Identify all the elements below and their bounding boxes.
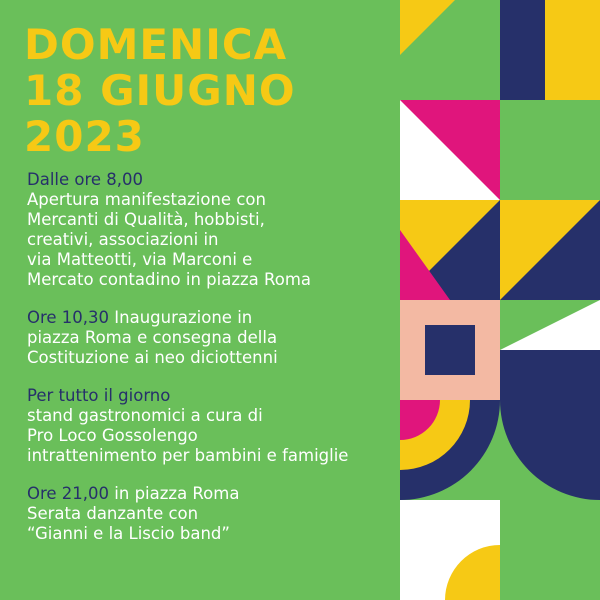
- program-item-heading-text: Inaugurazione in: [109, 308, 253, 327]
- program-item-time: Ore 21,00: [27, 484, 110, 503]
- program-item-line: Mercato contadino in piazza Roma: [27, 270, 311, 289]
- program-item-line: stand gastronomici a cura di: [27, 406, 263, 425]
- mosaic-graphic: [400, 0, 600, 600]
- title-year: 2023: [24, 112, 145, 161]
- program-item-morning: [27, 170, 407, 290]
- program-item-line: Pro Loco Gossolengo: [27, 426, 198, 445]
- mosaic-tile-bar: [500, 0, 545, 100]
- program-item-heading-row: [27, 484, 407, 504]
- program-item-line: Costituzione ai neo diciottenni: [27, 348, 278, 367]
- geometric-mosaic-decoration: [400, 0, 600, 600]
- program-item-line: Apertura manifestazione con: [27, 190, 266, 209]
- mosaic-tile-bar: [545, 0, 600, 100]
- program-item-line: via Matteotti, via Marconi e: [27, 250, 253, 269]
- title-day: DOMENICA: [24, 20, 288, 69]
- program-item-time: Dalle ore 8,00: [27, 170, 144, 189]
- program-item-time: Ore 10,30: [27, 308, 110, 327]
- program-item-line: creativi, associazioni in: [27, 230, 219, 249]
- program-item-line: piazza Roma e consegna della: [27, 328, 278, 347]
- event-date-title: [24, 22, 296, 160]
- mosaic-tile: [500, 100, 600, 200]
- program-item-line: Serata danzante con: [27, 504, 199, 523]
- title-date: 18 GIUGNO: [24, 66, 296, 115]
- program-item-line: intrattenimento per bambini e famiglie: [27, 446, 349, 465]
- program-item-time: Per tutto il giorno: [27, 386, 171, 405]
- program-item-all-day: [27, 386, 407, 466]
- mosaic-tile-bar: [500, 350, 600, 400]
- program-item-evening: [27, 484, 407, 544]
- program-item-inauguration: [27, 308, 407, 368]
- program-item-line: Mercanti di Qualità, hobbisti,: [27, 210, 265, 229]
- mosaic-tile-square: [425, 325, 475, 375]
- program-item-heading-text: in piazza Roma: [109, 484, 240, 503]
- mosaic-tile: [500, 500, 600, 600]
- program-item-line: “Gianni e la Liscio band”: [27, 524, 230, 543]
- event-program: [27, 170, 407, 562]
- program-item-heading-row: [27, 308, 407, 328]
